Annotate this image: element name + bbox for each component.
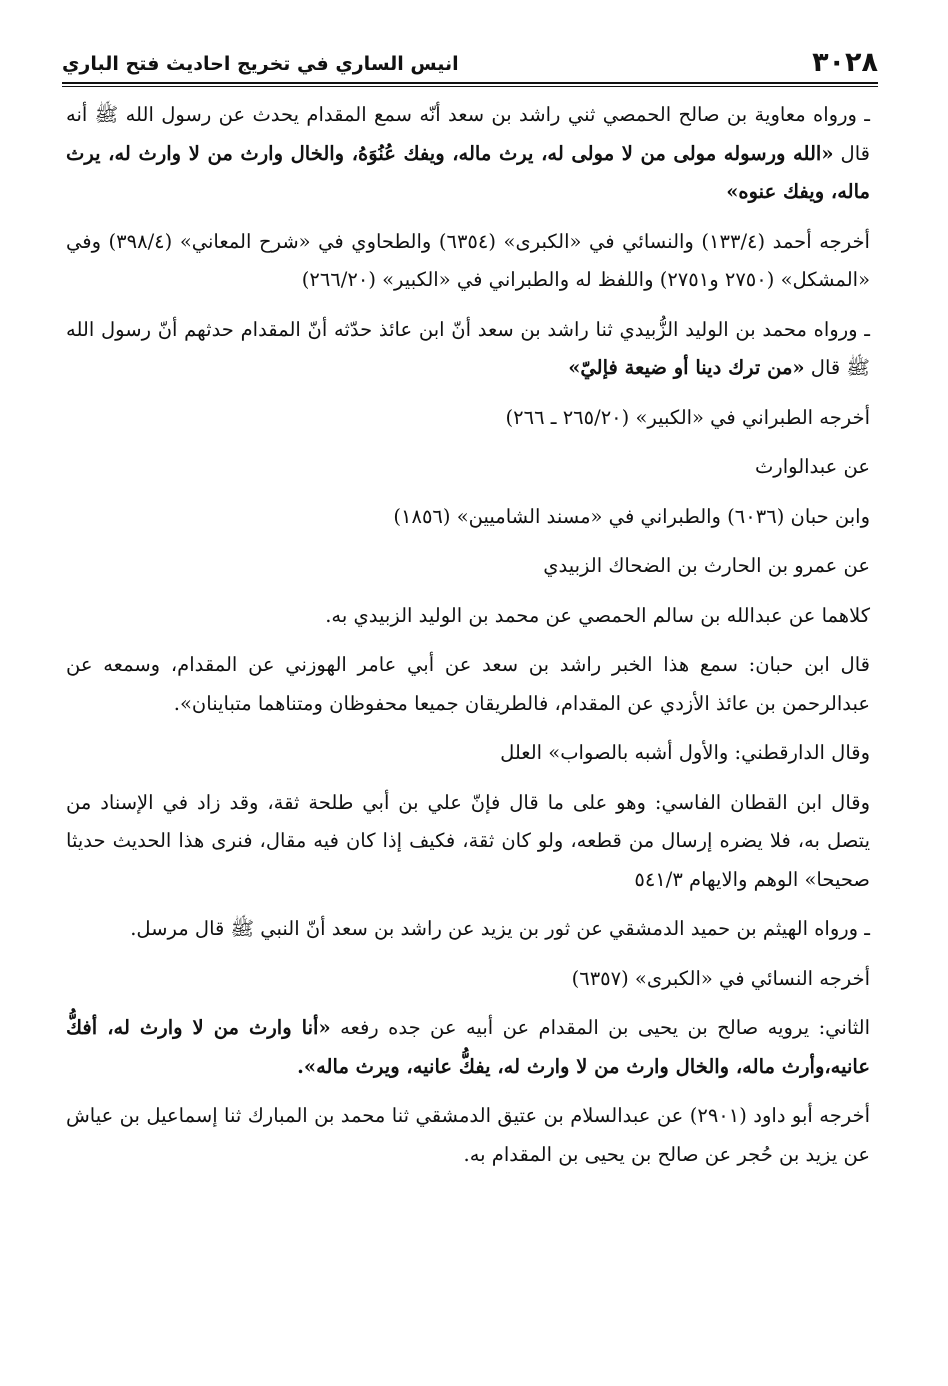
text: أخرجه الطبراني في «الكبير» (٢٦٥/٢٠ ـ ٢٦٦) — [505, 405, 870, 429]
paragraph-7 — [66, 547, 870, 586]
paragraph-3 — [66, 311, 870, 388]
text: عن عمرو بن الحارث بن الضحاك الزبيدي — [543, 554, 870, 577]
text: وقال الدارقطني: والأول أشبه بالصواب» العلل — [500, 741, 870, 764]
hadith-text: «من ترك دينا أو ضيعة فإليّ» — [568, 356, 805, 379]
text: أخرجه أبو داود (٢٩٠١) عن عبدالسلام بن عتيق الدمشقي ثنا محمد بن المبارك ثنا إسماعيل بن عياش عن يزيد بن حُجر عن صالح بن يحيى بن المقدام به. — [66, 1104, 870, 1166]
running-title: انيس الساري في تخريج احاديث فتح الباري — [62, 53, 459, 75]
paragraph-8 — [66, 597, 870, 636]
paragraph-13 — [66, 960, 870, 999]
paragraph-10 — [66, 734, 870, 773]
paragraph-14 — [66, 1009, 870, 1086]
header-rule — [62, 82, 878, 84]
text: الثاني: يرويه صالح بن يحيى بن المقدام عن أبيه عن جده رفعه — [330, 1016, 871, 1039]
text: كلاهما عن عبدالله بن سالم الحمصي عن محمد بن الوليد الزبيدي به. — [325, 603, 870, 627]
paragraph-1 — [66, 96, 870, 212]
paragraph-11 — [66, 784, 870, 900]
paragraph-12 — [66, 910, 870, 949]
text: أخرجه النسائي في «الكبرى» (٦٣٥٧) — [571, 966, 870, 990]
page-number: ٣٠٢٨ — [812, 47, 878, 78]
hadith-text: «أنا وارث من لا وارث له، أفكُّ عانيه،وأرث ماله، والخال وارث من لا وارث له، يفكُّ عانيه، ويرث ماله». — [66, 1016, 870, 1078]
text: ـ ورواه الهيثم بن حميد الدمشقي عن ثور بن يزيد عن راشد بن سعد أنّ النبي ﷺ قال مرسل. — [130, 917, 870, 940]
page-body — [66, 96, 870, 1346]
text: أخرجه أحمد (١٣٣/٤) والنسائي في «الكبرى» (٦٣٥٤) والطحاوي في «شرح المعاني» (٣٩٨/٤) وفي «المشكل» (٢٧٥٠ و٢٧٥١) واللفظ له والطبراني في «الكبير» (٢٦٦/٢٠) — [66, 229, 870, 291]
text: وابن حبان (٦٠٣٦) والطبراني في «مسند الشاميين» (١٨٥٦) — [393, 504, 870, 528]
paragraph-9 — [66, 646, 870, 723]
text: عن عبدالوارث — [754, 455, 870, 478]
paragraph-2 — [66, 223, 870, 300]
text: قال ابن حبان: سمع هذا الخبر راشد بن سعد عن أبي عامر الهوزني عن المقدام، وسمعه عن عبدالرحمن بن عائذ الأزدي عن المقدام، فالطريقان جميعا محفوظان ومتناهما متباينان». — [66, 653, 870, 715]
text: وقال ابن القطان الفاسي: وهو على ما قال فإنّ علي بن أبي طلحة ثقة، وقد زاد في الإسناد من يتصل به، فلا يضره إرسال من قطعه، ولو كان ثقة، فكيف إذا كان فيه مقال، فنرى هذا الحديث حديثا صحيحا» الوهم والايهام ٥٤١/٣ — [66, 790, 870, 891]
text: ـ ورواه محمد بن الوليد الزُّبيدي ثنا راشد بن سعد أنّ ابن عائذ حدّثه أنّ المقدام حدثهم أنّ رسول الله ﷺ قال — [66, 317, 870, 379]
paragraph-4 — [66, 399, 870, 438]
page-header — [62, 34, 878, 80]
header-rule-thin — [62, 86, 878, 87]
paragraph-5 — [66, 448, 870, 487]
text: ـ ورواه معاوية بن صالح الحمصي ثني راشد بن سعد أنّه سمع المقدام يحدث عن رسول الله ﷺ أنه قال — [66, 103, 870, 165]
paragraph-6 — [66, 498, 870, 537]
paragraph-15 — [66, 1097, 870, 1174]
hadith-text: «الله ورسوله مولى من لا مولى له، يرث ماله، ويفك عُنُوَهُ، والخال وارث من لا وارث له، يرث ماله، ويفك عنوه» — [66, 141, 870, 203]
